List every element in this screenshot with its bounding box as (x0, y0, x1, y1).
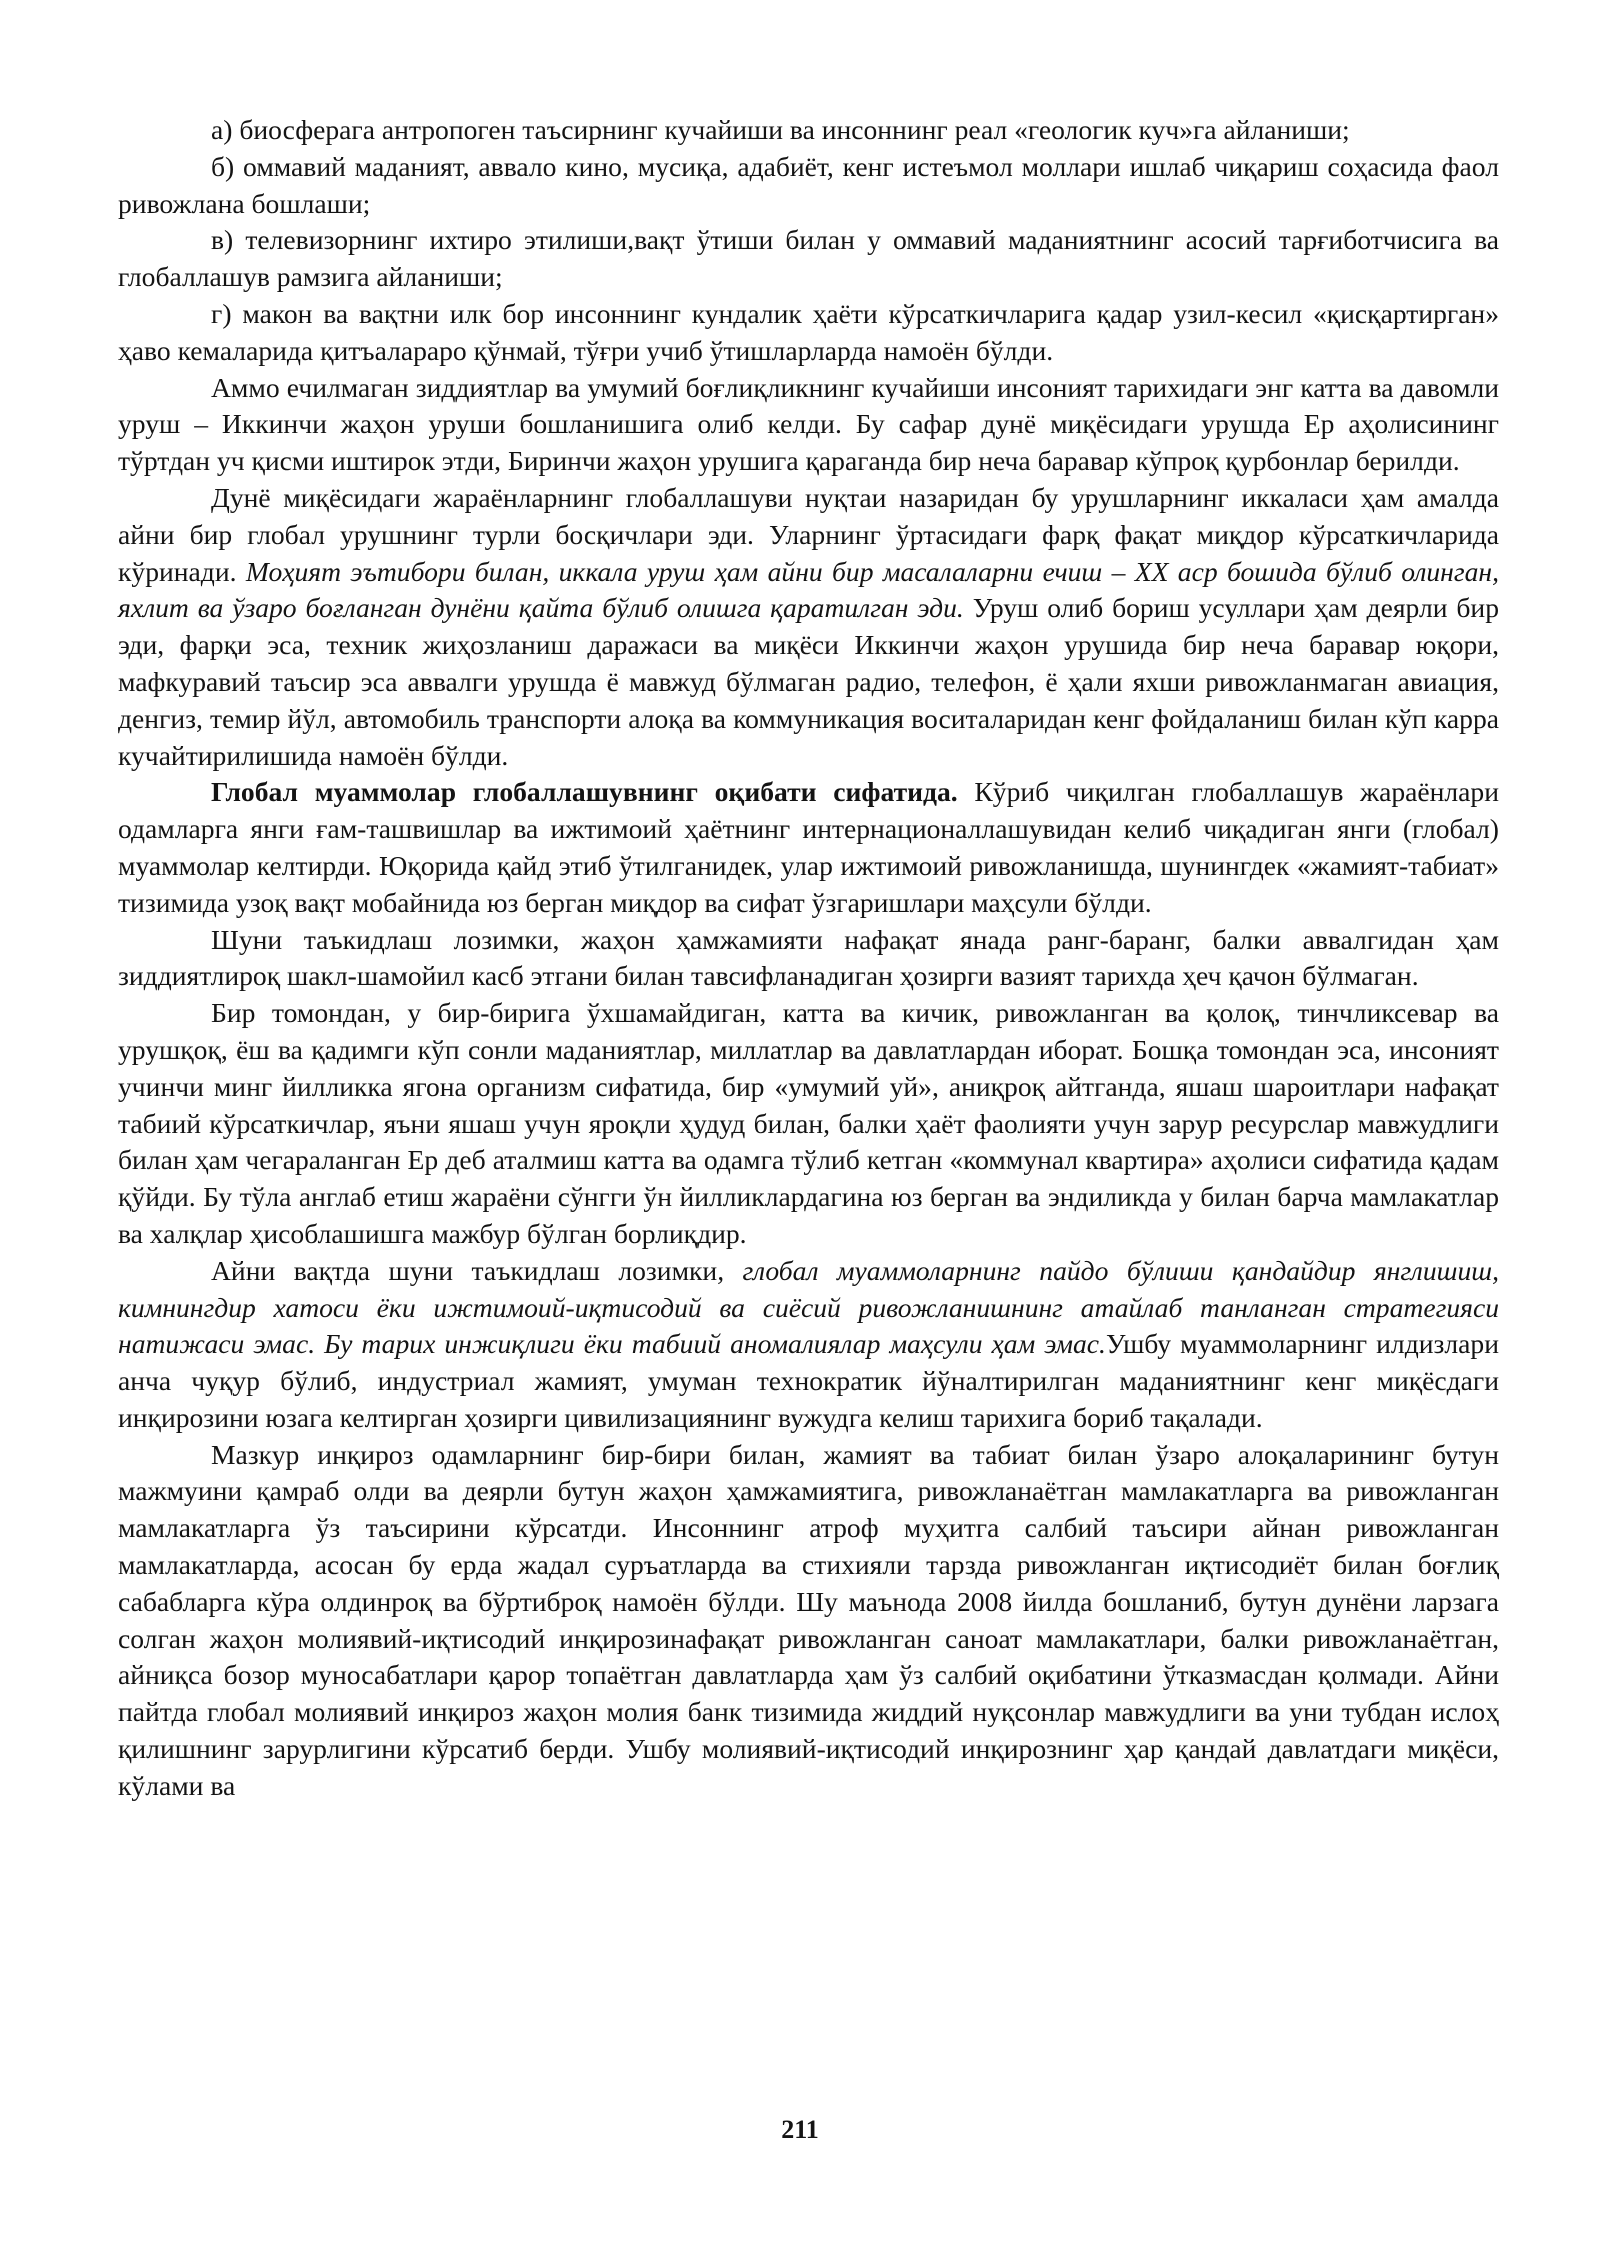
body-paragraph (118, 222, 1499, 296)
section-heading-text: Глобал муаммолар глобаллашувнинг оқибати сифатида. (211, 776, 958, 808)
paragraph-text: Шуни таъкидлаш лозимки, жаҳон ҳамжамияти нафақат янада ранг-баранг, балки аввалгидан ҳам зиддиятлироқ шакл-шамойил касб этгани билан тавсифланадиган ҳозирги вазият тарихда ҳеч қачон бўлмаган. (118, 923, 1499, 992)
page-number: 211 (781, 2115, 819, 2144)
emphasis-text: , глобал муаммоларнинг пайдо бўлиши қандайдир янглишиш, кимнингдир хатоси ёки ижтимоий-иқтисодий ва сиёсий ривожланишнинг атайлаб танланган стратегияси натижаси эмас. Бу тарих инжиқлиги ёки табиий аномалиялар маҳсули ҳам эмас. (118, 1254, 1499, 1360)
paragraph-text: Бир томондан, у бир-бирига ўхшамайдиган, катта ва кичик, ривожланган ва қолоқ, тинчликсевар ва урушқоқ, ёш ва қадимги кўп сонли маданиятлар, миллатлар ва давлатлардан иборат. Бошқа томондан эса, инсоният учинчи минг йилликка ягона организм сифатида, бир «умумий уй», аниқроқ айтганда, яшаш шароитлари нафақат табиий кўрсаткичлар, яъни яшаш учун яроқли ҳудуд билан, балки ҳаёт фаолияти учун зарур ресурслар мавжудлиги билан ҳам чегараланган Ер деб аталмиш катта ва одамга тўлиб кетган «коммунал квартира» аҳолиси сифатида қадам қўйди. Бу тўла англаб етиш жараёни сўнгги ўн йилликлардагина юз берган ва эндиликда у билан барча мамлакатлар ва халқлар ҳисоблашишга мажбур бўлган борлиқдир. (118, 997, 1499, 1249)
emphasis-text: Моҳият эътибори билан, иккала уруш ҳам айни бир масалаларни ечиш – ХХ аср бошида бўлиб олинган, яхлит ва ўзаро боғланган дунёни қайта бўлиб олишга қаратилган эди. (118, 555, 1500, 624)
paragraph-text: Аммо ечилмаган зиддиятлар ва умумий боғлиқликнинг кучайиши инсоният тарихидаги энг катта ва давомли уруш – Иккинчи жаҳон уруши бошланишига олиб келди. Бу сафар дунё миқёсидаги урушда Ер аҳолисининг тўртдан уч қисми иштирок этди, Биринчи жаҳон урушига қараганда бир неча баравар кўпроқ қурбонлар берилди. (118, 371, 1499, 477)
paragraph-text: б) оммавий маданият, аввало кино, мусиқа, адабиёт, кенг истеъмол моллари ишлаб чиқариш соҳасида фаол ривожлана бошлаши; (118, 150, 1499, 219)
body-paragraph (118, 296, 1499, 370)
paragraph-text: а) биосферага антропоген таъсирнинг кучайиши ва инсоннинг реал «геологик куч»га айланиши; (211, 114, 1350, 145)
body-paragraph (118, 112, 1499, 149)
body-paragraph (118, 370, 1499, 480)
paragraph-text: Ушбу муаммоларнинг илдизлари анча чуқур бўлиб, индустриал жамият, умуман технократик йўналтирилган маданиятнинг кенг миқёсдаги инқирозини юзага келтирган ҳозирги цивилизациянинг вужудга келиш тарихига бориб тақалади. (118, 1328, 1499, 1433)
body-paragraph (118, 774, 1499, 921)
body-paragraph (118, 995, 1499, 1253)
paragraph-text: Мазкур инқироз одамларнинг бир-бири билан, жамият ва табиат билан ўзаро алоқаларининг бутун мажмуини қамраб олди ва деярли бутун жаҳон ҳамжамиятига, ривожланаётган мамлакатларга ва ривожланган мамлакатларга ўз таъсирини кўрсатди. Инсоннинг атроф муҳитга салбий таъсири айнан ривожланган мамлакатларда, асосан бу ерда жадал суръатларда ва стихияли тарзда ривожланган иқтисодиёт билан боғлиқ сабабларга кўра олдинроқ ва бўртиброқ намоён бўлди. Шу маънода 2008 йилда бошланиб, бутун дунёни ларзага солган жаҳон молиявий-иқтисодий инқирозинафақат ривожланган саноат мамлакатлари, балки ривожланаётган, айниқса бозор муносабатлари қарор топаётган давлатларда ҳам ўз салбий оқибатини ўтказмасдан қолмади. Айни пайтда глобал молиявий инқироз жаҳон молия банк тизимида жиддий нуқсонлар мавжудлиги ва уни тубдан ислоҳ қилишнинг зарурлигини кўрсатиб берди. Ушбу молиявий-иқтисодий инқирознинг ҳар қандай давлатдаги миқёси, кўлами ва (118, 1438, 1499, 1801)
body-paragraph (118, 1253, 1499, 1437)
body-paragraph (118, 922, 1499, 996)
paragraph-text: в) телевизорнинг ихтиро этилиши,вақт ўтиши билан у оммавий маданиятнинг асосий тарғиботчисига ва глобаллашув рамзига айланиши; (118, 224, 1499, 293)
paragraph-text: Дунё миқёсидаги жараёнларнинг глобаллашуви нуқтаи назаридан бу урушларнинг иккаласи ҳам амалда айни бир глобал урушнинг турли босқичлари эди. Уларнинг ўртасидаги фарқ фақат миқдор кўрсаткичларида кўринади. (118, 481, 1499, 587)
document-body (118, 112, 1499, 1805)
body-paragraph (118, 1437, 1499, 1805)
paragraph-text: Кўриб чиқилган глобаллашув жараёнлари одамларга янги ғам-ташвишлар ва ижтимоий ҳаётнинг интернационаллашувидан келиб чиқадиган янги (глобал) муаммолар келтирди. Юқорида қайд этиб ўтилганидек, улар ижтимоий ривожланишда, шунингдек «жамият-табиат» тизимида узоқ вақт мобайнида юз берган миқдор ва сифат ўзгаришлари маҳсули бўлди. (118, 776, 1499, 918)
body-paragraph (118, 480, 1499, 774)
paragraph-text: г) макон ва вақтни илк бор инсоннинг кундалик ҳаёти кўрсаткичларига қадар узил-кесил «қисқартирган» ҳаво кемаларида қитъалараро қўнмай, тўғри учиб ўтишларларда намоён бўлди. (118, 297, 1499, 366)
paragraph-text: Уруш олиб бориш усуллари ҳам деярли бир эди, фарқи эса, техник жиҳозланиш даражаси ва миқёси Иккинчи жаҳон урушида бир неча баравар юқори, мафкуравий таъсир эса аввалги урушда ё мавжуд бўлмаган радио, телефон, ё ҳали яхши ривожланмаган авиация, денгиз, темир йўл, автомобиль транспорти алоқа ва коммуникация воситаларидан кенг фойдаланиш билан кўп карра кучайтирилишида намоён бўлди. (118, 592, 1499, 771)
body-paragraph (118, 149, 1499, 223)
paragraph-text: Айни вақтда шуни таъкидлаш лозимки (211, 1254, 718, 1286)
